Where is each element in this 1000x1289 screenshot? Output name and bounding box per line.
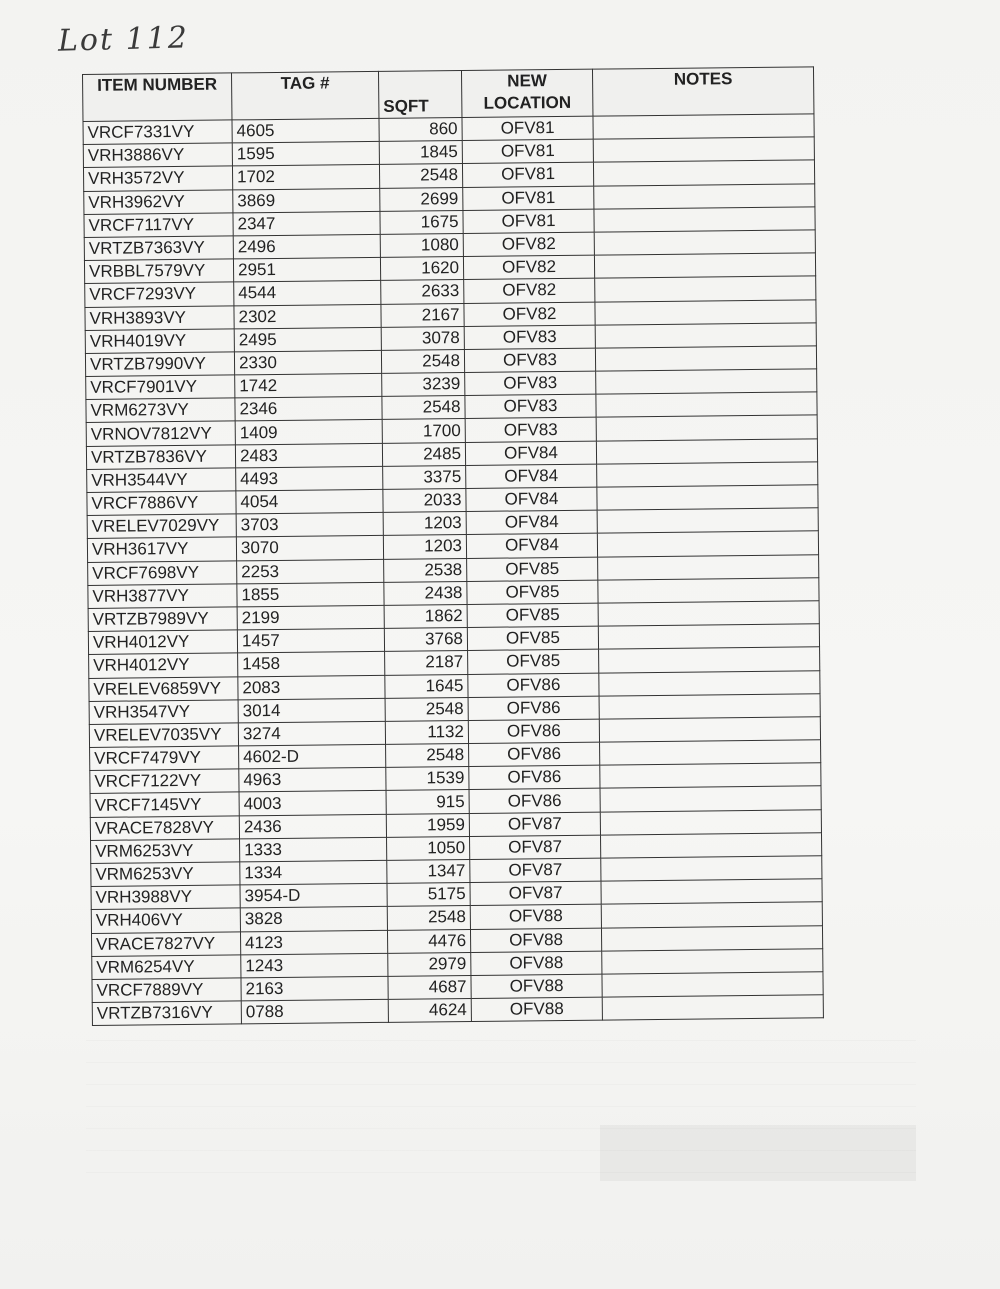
cell-new-location: OFV87	[470, 881, 601, 906]
cell-sqft: 2438	[384, 581, 467, 605]
cell-item-number: VRH3547VY	[89, 700, 238, 725]
cell-new-location: OFV88	[470, 904, 601, 929]
cell-new-location: OFV81	[462, 116, 593, 141]
header-new-location	[461, 69, 592, 117]
cell-item-number: VRH4012VY	[88, 630, 237, 655]
cell-sqft: 2699	[380, 187, 463, 211]
cell-sqft: 4624	[388, 999, 471, 1023]
cell-new-location: OFV85	[467, 626, 598, 651]
cell-sqft: 1959	[386, 813, 469, 837]
cell-notes	[602, 949, 823, 975]
cell-item-number: VRTZB7316VY	[92, 1001, 241, 1026]
cell-item-number: VRELEV7035VY	[89, 723, 238, 748]
cell-item-number: VRH4012VY	[89, 653, 238, 678]
cell-new-location: OFV85	[468, 649, 599, 674]
cell-sqft: 1539	[386, 767, 469, 791]
cell-sqft: 1645	[385, 674, 468, 698]
table-header-row	[83, 67, 814, 122]
cell-sqft: 1862	[384, 604, 467, 628]
cell-sqft: 1080	[380, 233, 463, 257]
cell-notes	[596, 369, 817, 395]
cell-new-location: OFV86	[468, 696, 599, 721]
cell-new-location: OFV84	[466, 510, 597, 535]
cell-notes	[595, 323, 816, 349]
cell-tag: 1334	[240, 860, 387, 885]
cell-tag: 3954-D	[240, 884, 387, 909]
cell-sqft: 2548	[379, 164, 462, 188]
cell-sqft: 2979	[388, 952, 471, 976]
cell-new-location: OFV84	[465, 441, 596, 466]
cell-notes	[600, 740, 821, 766]
cell-tag: 2347	[233, 211, 380, 236]
header-sqft: SQFT	[378, 71, 461, 119]
cell-item-number: VRH3617VY	[87, 537, 236, 562]
cell-new-location: OFV86	[468, 719, 599, 744]
cell-tag: 4963	[239, 768, 386, 793]
cell-item-number: VRCF7122VY	[90, 769, 239, 794]
cell-sqft: 3239	[382, 373, 465, 397]
header-notes: NOTES	[592, 67, 813, 116]
cell-sqft: 1132	[385, 720, 468, 744]
cell-item-number: VRH3572VY	[83, 166, 232, 191]
cell-tag: 2083	[238, 675, 385, 700]
cell-new-location: OFV86	[469, 765, 600, 790]
cell-item-number: VRH3893VY	[85, 305, 234, 330]
cell-notes	[596, 392, 817, 418]
cell-item-number: VRH3886VY	[83, 143, 232, 168]
cell-item-number: VRM6253VY	[91, 862, 240, 887]
cell-tag: 0788	[241, 999, 388, 1024]
cell-new-location: OFV83	[464, 348, 595, 373]
cell-sqft: 4476	[387, 929, 470, 953]
cell-sqft: 2548	[382, 396, 465, 420]
cell-notes	[593, 114, 814, 140]
cell-new-location: OFV83	[465, 371, 596, 396]
cell-tag: 1458	[238, 652, 385, 677]
cell-tag: 2483	[235, 443, 382, 468]
cell-new-location: OFV88	[471, 974, 602, 999]
cell-tag: 4123	[240, 930, 387, 955]
cell-notes	[601, 856, 822, 882]
cell-notes	[598, 578, 819, 604]
header-new-location-line1: NEW	[507, 71, 548, 91]
cell-sqft: 4687	[388, 975, 471, 999]
cell-item-number: VRH406VY	[91, 908, 240, 933]
cell-tag: 2496	[233, 234, 380, 259]
cell-tag: 4054	[236, 489, 383, 514]
cell-notes	[598, 624, 819, 650]
cell-sqft: 1620	[380, 257, 463, 281]
cell-new-location: OFV81	[462, 139, 593, 164]
cell-tag: 1409	[235, 420, 382, 445]
cell-tag: 2199	[237, 605, 384, 630]
cell-notes	[602, 972, 823, 998]
cell-item-number: VRH3988VY	[91, 885, 240, 910]
cell-notes	[599, 693, 820, 719]
cell-notes	[594, 230, 815, 256]
cell-notes	[593, 160, 814, 186]
cell-notes	[599, 717, 820, 743]
cell-new-location: OFV87	[470, 835, 601, 860]
cell-tag: 2163	[241, 976, 388, 1001]
cell-tag: 1702	[232, 165, 379, 190]
cell-item-number: VRH3962VY	[84, 189, 233, 214]
cell-item-number: VRNOV7812VY	[86, 421, 235, 446]
handwritten-lot-note: Lot 112	[57, 20, 190, 59]
cell-new-location: OFV87	[470, 858, 601, 883]
cell-new-location: OFV83	[465, 418, 596, 443]
cell-tag: 1855	[237, 582, 384, 607]
cell-tag: 4602-D	[239, 744, 386, 769]
cell-notes	[600, 786, 821, 812]
cell-new-location: OFV85	[467, 557, 598, 582]
cell-sqft: 1050	[387, 836, 470, 860]
cell-item-number: VRTZB7363VY	[84, 236, 233, 261]
cell-sqft: 2548	[385, 697, 468, 721]
inventory-table	[82, 66, 824, 1026]
cell-sqft: 1845	[379, 141, 462, 165]
cell-tag: 2302	[234, 304, 381, 329]
cell-new-location: OFV81	[463, 186, 594, 211]
header-tag: TAG #	[231, 71, 378, 120]
cell-item-number: VRACE7827VY	[91, 931, 240, 956]
cell-tag: 1457	[237, 628, 384, 653]
cell-notes	[601, 902, 822, 928]
cell-new-location: OFV88	[471, 997, 602, 1022]
cell-item-number: VRH3544VY	[87, 468, 236, 493]
cell-notes	[597, 485, 818, 511]
cell-tag: 1742	[235, 373, 382, 398]
cell-notes	[594, 207, 815, 233]
cell-notes	[599, 670, 820, 696]
cell-item-number: VRM6254VY	[92, 955, 241, 980]
cell-tag: 4605	[232, 118, 379, 143]
cell-item-number: VRM6253VY	[91, 839, 240, 864]
cell-tag: 3828	[240, 907, 387, 932]
cell-item-number: VRCF7331VY	[83, 120, 232, 145]
cell-item-number: VRELEV7029VY	[87, 514, 236, 539]
cell-new-location: OFV82	[463, 232, 594, 257]
cell-tag: 1333	[240, 837, 387, 862]
cell-sqft: 1347	[387, 859, 470, 883]
cell-tag: 4493	[236, 466, 383, 491]
cell-sqft: 2548	[381, 349, 464, 373]
cell-item-number: VRM6273VY	[86, 398, 235, 423]
cell-tag: 2346	[235, 397, 382, 422]
cell-item-number: VRCF7886VY	[87, 491, 236, 516]
cell-item-number: VRCF7889VY	[92, 978, 241, 1003]
cell-sqft: 1203	[383, 512, 466, 536]
cell-tag: 2330	[234, 350, 381, 375]
cell-tag: 1243	[241, 953, 388, 978]
cell-sqft: 1203	[383, 535, 466, 559]
cell-notes	[598, 554, 819, 580]
cell-notes	[595, 276, 816, 302]
cell-notes	[596, 438, 817, 464]
cell-notes	[600, 833, 821, 859]
cell-notes	[597, 531, 818, 557]
cell-notes	[596, 415, 817, 441]
cell-item-number: VRCF7901VY	[86, 375, 235, 400]
table-body	[83, 114, 823, 1026]
cell-sqft: 1700	[382, 419, 465, 443]
cell-notes	[597, 508, 818, 534]
cell-new-location: OFV86	[469, 742, 600, 767]
cell-item-number: VRCF7698VY	[88, 560, 237, 585]
cell-new-location: OFV81	[462, 163, 593, 188]
cell-item-number: VRELEV6859VY	[89, 676, 238, 701]
cell-item-number: VRTZB7836VY	[86, 445, 235, 470]
cell-sqft: 2167	[381, 303, 464, 327]
cell-notes	[593, 137, 814, 163]
cell-notes	[598, 601, 819, 627]
header-new-location-line2: LOCATION	[483, 92, 572, 113]
cell-tag: 2951	[233, 258, 380, 283]
cell-sqft: 860	[379, 118, 462, 142]
cell-item-number: VRH3877VY	[88, 584, 237, 609]
header-item-number: ITEM NUMBER	[83, 73, 232, 122]
cell-sqft: 3768	[384, 628, 467, 652]
cell-new-location: OFV86	[468, 673, 599, 698]
cell-notes	[594, 183, 815, 209]
cell-notes	[601, 925, 822, 951]
cell-new-location: OFV88	[470, 928, 601, 953]
cell-tag: 3703	[236, 513, 383, 538]
cell-notes	[594, 253, 815, 279]
cell-item-number: VRTZB7990VY	[85, 352, 234, 377]
cell-notes	[595, 299, 816, 325]
cell-tag: 4003	[239, 791, 386, 816]
cell-new-location: OFV85	[467, 603, 598, 628]
cell-item-number: VRCF7117VY	[84, 213, 233, 238]
cell-tag: 3070	[236, 536, 383, 561]
cell-tag: 3869	[233, 188, 380, 213]
cell-tag: 3014	[238, 698, 385, 723]
cell-notes	[595, 346, 816, 372]
cell-notes	[600, 809, 821, 835]
cell-item-number: VRH4019VY	[85, 329, 234, 354]
cell-sqft: 2548	[386, 744, 469, 768]
cell-sqft: 2485	[382, 442, 465, 466]
cell-tag: 2253	[237, 559, 384, 584]
cell-tag: 3274	[238, 721, 385, 746]
cell-tag: 1595	[232, 142, 379, 167]
cell-sqft: 1675	[380, 210, 463, 234]
cell-sqft: 2548	[387, 906, 470, 930]
cell-new-location: OFV82	[463, 255, 594, 280]
cell-notes	[601, 879, 822, 905]
cell-item-number: VRTZB7989VY	[88, 607, 237, 632]
cell-tag: 2495	[234, 327, 381, 352]
cell-new-location: OFV83	[464, 325, 595, 350]
cell-sqft: 5175	[387, 883, 470, 907]
cell-tag: 4544	[234, 281, 381, 306]
cell-new-location: OFV87	[469, 812, 600, 837]
bleed-through-block	[600, 1125, 916, 1181]
cell-new-location: OFV84	[466, 534, 597, 559]
cell-notes	[599, 647, 820, 673]
cell-sqft: 3375	[383, 465, 466, 489]
cell-new-location: OFV83	[465, 394, 596, 419]
cell-new-location: OFV82	[464, 278, 595, 303]
cell-tag: 2436	[239, 814, 386, 839]
cell-notes	[600, 763, 821, 789]
cell-new-location: OFV86	[469, 789, 600, 814]
cell-new-location: OFV85	[467, 580, 598, 605]
cell-new-location: OFV81	[463, 209, 594, 234]
cell-item-number: VRACE7828VY	[90, 816, 239, 841]
cell-item-number: VRCF7293VY	[85, 282, 234, 307]
cell-notes	[602, 995, 823, 1021]
cell-sqft: 2033	[383, 489, 466, 513]
cell-new-location: OFV88	[471, 951, 602, 976]
cell-sqft: 2187	[385, 651, 468, 675]
cell-sqft: 3078	[381, 326, 464, 350]
cell-sqft: 915	[386, 790, 469, 814]
cell-item-number: VRCF7479VY	[90, 746, 239, 771]
cell-item-number: VRBBL7579VY	[84, 259, 233, 284]
cell-item-number: VRCF7145VY	[90, 792, 239, 817]
cell-new-location: OFV82	[464, 302, 595, 327]
cell-sqft: 2633	[381, 280, 464, 304]
cell-new-location: OFV84	[466, 487, 597, 512]
cell-new-location: OFV84	[466, 464, 597, 489]
cell-sqft: 2538	[384, 558, 467, 582]
cell-notes	[597, 462, 818, 488]
inventory-table-container	[82, 66, 824, 1026]
